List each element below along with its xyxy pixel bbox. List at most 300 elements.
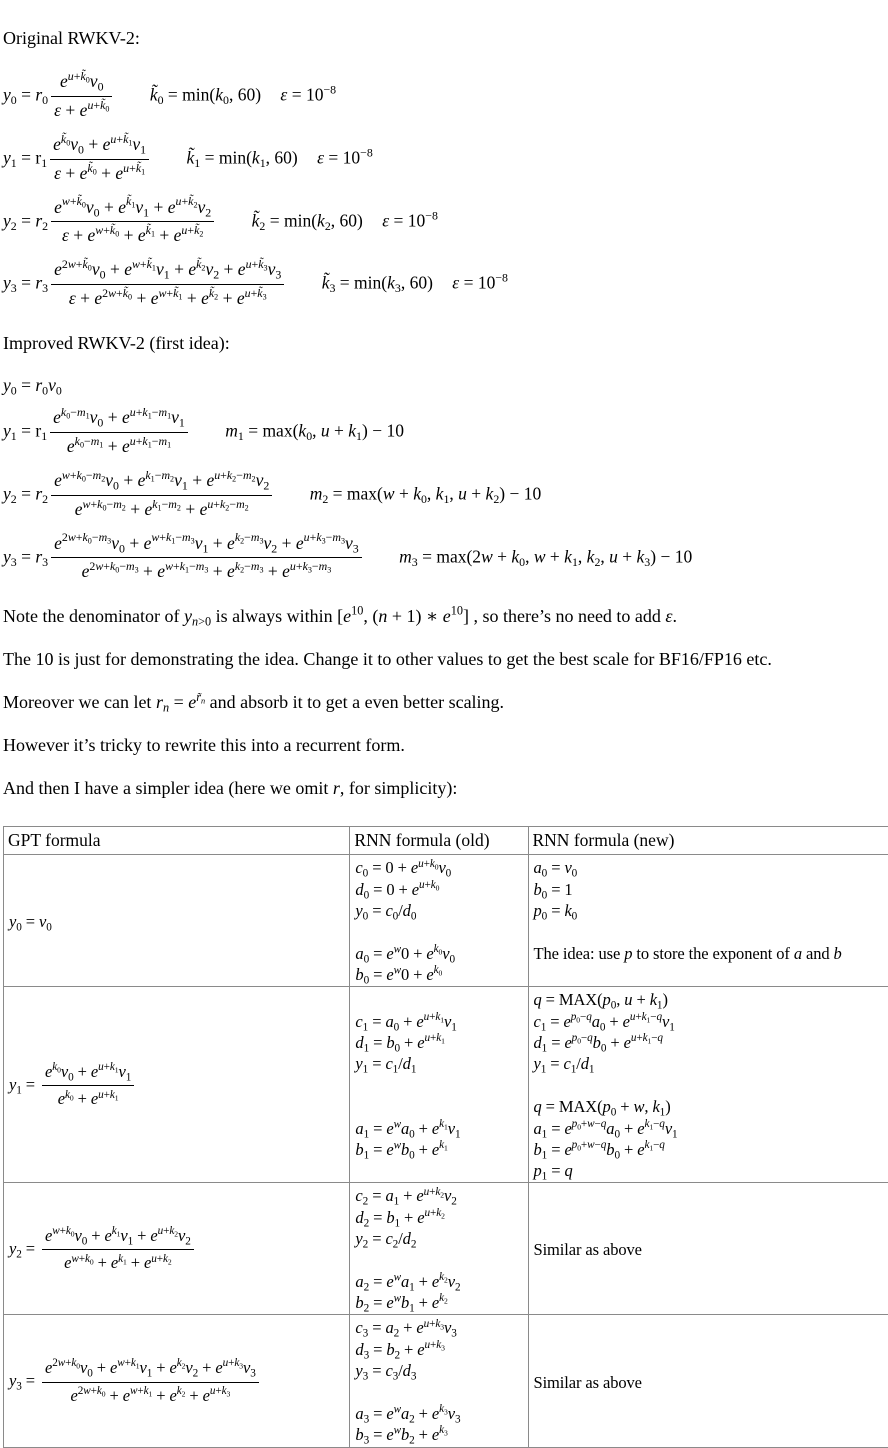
math-up: 0	[78, 142, 84, 156]
math-it: v	[39, 912, 46, 931]
math-up: 2	[101, 474, 105, 483]
math-it: b	[401, 1425, 409, 1444]
superscript	[118, 1253, 127, 1265]
math-it: c	[534, 1012, 541, 1031]
math-up: 3	[308, 566, 312, 575]
math-up: =	[164, 84, 183, 104]
superscript	[223, 1357, 243, 1369]
superscript	[210, 1385, 230, 1397]
math-up: 1	[136, 1362, 140, 1371]
math-up: 2	[363, 1238, 369, 1250]
math-up: +	[277, 533, 296, 553]
math-it: k̃	[123, 286, 128, 300]
math-up: 1	[571, 1064, 577, 1076]
superscript	[495, 271, 508, 285]
math-it: e	[386, 1119, 393, 1138]
math-up: (2	[466, 546, 481, 566]
math-it: u	[223, 1357, 229, 1369]
math-up: =	[369, 1033, 386, 1052]
math-up: 1	[128, 138, 132, 147]
old-formula-cell	[350, 1183, 528, 1315]
subscript	[436, 883, 440, 892]
math-it: r	[156, 692, 163, 712]
math-up: +	[208, 533, 227, 553]
math-up: +	[467, 483, 486, 503]
math-up: +	[296, 559, 303, 573]
math-it: w	[394, 1403, 401, 1415]
math-it: v	[198, 197, 206, 217]
math-it: k	[110, 1089, 115, 1101]
math-it: k	[227, 468, 232, 482]
superscript	[323, 82, 336, 96]
fraction	[51, 196, 214, 249]
math-up: 3	[263, 292, 267, 301]
math-up: 2	[16, 1248, 22, 1260]
superscript	[360, 145, 373, 159]
math-it: r	[35, 375, 42, 395]
math-it: q	[657, 1011, 663, 1023]
math-up: 0	[364, 889, 370, 901]
math-it: e	[432, 1119, 439, 1138]
math-up: 0	[42, 93, 48, 107]
math-it: c	[385, 1229, 392, 1248]
math-it: w	[68, 257, 76, 271]
math-up: ]	[463, 606, 469, 626]
math-up: [	[337, 606, 343, 626]
superscript	[630, 1011, 662, 1023]
math-up: 0	[16, 921, 22, 933]
subscript	[572, 868, 578, 880]
math-up: +	[163, 1225, 169, 1237]
math-it: a	[355, 944, 363, 963]
math-up: =	[22, 1371, 39, 1390]
math-it: w	[58, 1357, 65, 1369]
math-it: v	[118, 1062, 125, 1081]
math-it: a	[592, 1012, 600, 1031]
math-it: v	[195, 533, 203, 553]
math-it: k̃	[196, 257, 201, 271]
superscript	[394, 1403, 401, 1415]
math-up: +	[91, 1385, 97, 1397]
math-it: e	[417, 1033, 424, 1052]
math-up: 2	[42, 218, 48, 232]
math-it: v	[178, 1226, 185, 1245]
math-up: =	[17, 375, 36, 395]
math-it: v	[132, 134, 140, 154]
math-it: u	[98, 1089, 104, 1101]
math-up: 2	[177, 503, 181, 512]
math-up: =	[17, 420, 36, 440]
math-it: e	[138, 225, 146, 245]
math-up: 0	[577, 1122, 581, 1131]
subscript	[411, 1064, 417, 1076]
superscript	[394, 1118, 401, 1130]
math-it: r	[35, 273, 42, 293]
math-up: +	[140, 257, 147, 271]
math-up: 2	[252, 474, 256, 483]
math-up: 3	[16, 1380, 22, 1392]
math-up: 2	[168, 1257, 172, 1266]
math-up: 1	[164, 268, 170, 282]
formula-line	[355, 1096, 527, 1117]
math-it: e	[87, 225, 95, 245]
superscript	[644, 1139, 664, 1151]
superscript	[52, 1225, 74, 1237]
math-it: k	[145, 468, 150, 482]
math-up: 0	[66, 138, 70, 147]
math-up: 1	[660, 1107, 666, 1119]
math-up: 3	[411, 1370, 417, 1382]
math-up: +	[152, 1358, 169, 1377]
math-up: 0	[572, 910, 578, 922]
math-it: e	[54, 533, 62, 553]
math-it: p	[534, 901, 542, 920]
math-it: k	[486, 483, 494, 503]
math-it: e	[426, 965, 433, 984]
math-up: 1	[657, 1000, 663, 1012]
math-up: +	[310, 530, 317, 544]
math-it: p	[571, 1011, 577, 1023]
math-up: 0	[572, 868, 578, 880]
fraction-denominator	[51, 557, 362, 584]
math-up: +	[415, 1140, 432, 1159]
math-up: 0	[363, 868, 369, 880]
math-up: +	[159, 530, 166, 544]
math-up: +	[415, 1425, 432, 1444]
formula-line	[355, 1139, 527, 1160]
math-up: 3	[455, 1413, 461, 1425]
roman-text: min	[182, 84, 209, 104]
math-up: 1	[542, 1149, 548, 1161]
math-up: 3	[11, 281, 17, 295]
math-up: +	[136, 434, 143, 448]
math-it: e	[432, 1425, 439, 1444]
superscript	[132, 257, 156, 271]
superscript	[158, 286, 182, 300]
math-up: 2	[193, 201, 197, 210]
math-up: +	[106, 1386, 123, 1405]
math-up: +	[137, 1385, 143, 1397]
math-up: +	[220, 468, 227, 482]
roman-text: r	[35, 147, 41, 167]
fraction	[51, 469, 272, 522]
math-up: +	[133, 1226, 150, 1245]
math-it: m	[251, 559, 260, 573]
formula-line	[355, 943, 527, 964]
math-it: k	[52, 1061, 57, 1073]
math-up: −	[236, 468, 243, 482]
math-up: 0	[80, 440, 84, 449]
math-up: 3	[264, 264, 268, 273]
math-it: u	[631, 1032, 637, 1044]
formula-line	[355, 1053, 527, 1074]
math-it: v	[205, 259, 213, 279]
math-up: 1	[140, 142, 146, 156]
math-it: v	[120, 1226, 127, 1245]
math-it: v	[564, 858, 571, 877]
math-up: +	[61, 100, 80, 120]
math-up: −	[162, 497, 169, 511]
math-it: k̃	[173, 286, 178, 300]
math-up: −	[244, 530, 251, 544]
fraction-numerator	[42, 1225, 194, 1250]
math-up: =	[418, 546, 437, 566]
math-it: e	[54, 259, 62, 279]
math-it: k̃	[209, 286, 214, 300]
subscript	[46, 921, 52, 933]
superscript	[78, 1385, 106, 1397]
math-it: e	[564, 1119, 571, 1138]
formula-line	[534, 943, 888, 964]
math-it: e	[296, 533, 304, 553]
superscript	[207, 497, 248, 511]
math-it: u	[214, 468, 220, 482]
math-it: u	[158, 1225, 164, 1237]
math-it: k	[166, 530, 171, 544]
math-up: 2	[240, 566, 244, 575]
math-up: 2	[455, 1281, 461, 1293]
math-up: −	[581, 1032, 587, 1044]
math-it: k	[97, 497, 102, 511]
math-up: , 60)	[401, 273, 433, 293]
superscript	[451, 604, 463, 618]
math-up: 1	[647, 1015, 651, 1024]
fraction	[42, 1225, 194, 1275]
math-it: ε	[452, 273, 459, 293]
math-up: +	[636, 1032, 642, 1044]
math-up: −	[152, 434, 159, 448]
math-up: =	[369, 1272, 386, 1291]
math-up: +	[228, 1357, 234, 1369]
math-up: 3	[322, 537, 326, 546]
subscript	[41, 429, 47, 443]
formula-line	[534, 1239, 888, 1260]
math-up: 0	[364, 975, 370, 987]
subscript	[572, 910, 578, 922]
math-up: +	[97, 163, 116, 183]
math-up: +	[155, 225, 174, 245]
superscript	[95, 223, 119, 237]
math-it: q	[601, 1139, 607, 1151]
math-it: v	[345, 533, 353, 553]
formula-line	[355, 1403, 527, 1424]
math-it: e	[432, 1293, 439, 1312]
math-up: 3	[441, 1343, 445, 1352]
math-up: 1	[542, 1128, 548, 1140]
roman-text: MAX	[559, 990, 597, 1009]
math-up: +	[400, 1340, 417, 1359]
math-it: k	[436, 1339, 441, 1351]
math-up: (	[597, 1097, 602, 1116]
math-it: e	[54, 197, 62, 217]
math-it: m	[158, 434, 167, 448]
math-it: m	[99, 530, 108, 544]
math-it: ε	[54, 163, 61, 183]
formula-line	[355, 989, 527, 1010]
math-up: +	[79, 1253, 85, 1265]
math-up: 1	[115, 1093, 119, 1102]
subscript	[455, 1281, 461, 1293]
math-it: a	[534, 1119, 542, 1138]
formula-line	[9, 911, 349, 932]
math-up: =	[265, 210, 284, 230]
math-it: u	[290, 559, 296, 573]
math-up: −	[106, 497, 113, 511]
math-up: =	[547, 1119, 564, 1138]
math-it: p	[603, 990, 611, 1009]
math-it: k	[180, 559, 185, 573]
math-it: k̃	[150, 84, 158, 104]
math-it: c	[385, 1054, 392, 1073]
math-up: +	[182, 288, 201, 308]
math-up: −8	[425, 208, 438, 222]
math-up: =	[368, 1229, 385, 1248]
old-formula-cell	[350, 855, 528, 987]
math-it: k	[435, 1011, 440, 1023]
math-it: k	[387, 273, 395, 293]
math-it: u	[624, 990, 632, 1009]
math-up: +	[104, 1061, 110, 1073]
math-it: w	[383, 483, 395, 503]
math-it: e	[386, 1140, 393, 1159]
math-up: 2	[182, 1389, 186, 1398]
fraction-denominator	[51, 495, 272, 522]
math-it: u	[181, 223, 187, 237]
note-denominator	[3, 605, 888, 627]
gpt-formula-cell	[4, 1183, 350, 1315]
math-it: k	[75, 434, 80, 448]
math-it: k	[61, 405, 66, 419]
math-it: k	[316, 530, 321, 544]
math-it: e	[157, 561, 165, 581]
math-up: 10	[351, 604, 363, 618]
math-it: w	[95, 223, 103, 237]
math-it: e	[110, 1358, 117, 1377]
math-up: 2	[411, 1238, 417, 1250]
math-it: v	[48, 375, 56, 395]
math-up: 1	[41, 429, 47, 443]
math-it: v	[243, 1358, 250, 1377]
roman-text: min	[354, 273, 381, 293]
math-it: k	[435, 1318, 440, 1330]
math-up: 0 +	[401, 944, 426, 963]
math-it: m	[91, 434, 100, 448]
math-up: /	[576, 1054, 580, 1073]
math-up: 0	[614, 1149, 620, 1161]
math-it: p	[534, 1161, 542, 1180]
math-it: e	[60, 71, 68, 91]
math-it: e	[637, 1140, 644, 1159]
math-it: k	[142, 434, 147, 448]
math-up: =	[200, 147, 219, 167]
superscript	[196, 690, 205, 704]
math-up: 1	[41, 156, 47, 170]
math-up: 0	[105, 104, 109, 113]
superscript	[145, 468, 174, 482]
math-it: e	[53, 407, 61, 427]
subscript	[444, 1144, 448, 1153]
math-it: w	[95, 559, 103, 573]
math-up: 2	[11, 218, 17, 232]
math-it: d	[534, 1033, 542, 1052]
math-up: −	[580, 1011, 586, 1023]
subscript	[451, 1196, 457, 1208]
math-up: 2	[271, 541, 277, 555]
math-up: 3	[440, 1322, 444, 1331]
superscript	[61, 132, 70, 146]
math-up: +	[76, 288, 95, 308]
math-it: e	[386, 1425, 393, 1444]
math-up: 1	[11, 429, 17, 443]
math-up: 0	[439, 969, 443, 978]
roman-text: .	[673, 606, 678, 626]
math-up: /	[398, 1361, 402, 1380]
math-up: 2	[325, 218, 331, 232]
math-up: ,	[644, 1097, 652, 1116]
math-up: =	[369, 1208, 386, 1227]
formula-line	[534, 1075, 888, 1096]
math-it: m	[182, 530, 191, 544]
superscript	[434, 943, 443, 955]
superscript	[419, 879, 439, 891]
math-it: e	[170, 1358, 177, 1377]
roman-text: , so there’s no need to add	[469, 606, 665, 626]
math-it: e	[227, 561, 235, 581]
math-it: d	[581, 1054, 589, 1073]
math-it: w	[394, 1139, 401, 1151]
math-up: 2	[394, 1328, 400, 1340]
math-it: v	[80, 1358, 87, 1377]
math-it: k	[436, 1207, 441, 1219]
fraction-denominator	[50, 432, 188, 459]
math-it: e	[188, 259, 196, 279]
math-up: +	[400, 1208, 417, 1227]
math-up: 0	[364, 953, 370, 965]
math-up: 3	[395, 281, 401, 295]
math-up: 3	[135, 566, 139, 575]
math-it: e	[386, 1272, 393, 1291]
math-up: −	[175, 530, 182, 544]
math-up: +	[90, 497, 97, 511]
math-up: , 60)	[229, 84, 261, 104]
superscript	[151, 530, 194, 544]
math-up: 2	[393, 1238, 399, 1250]
math-up: 1	[194, 156, 200, 170]
math-it: e	[564, 1012, 571, 1031]
subscript	[441, 1211, 445, 1220]
formula-y2-improved	[3, 469, 888, 522]
math-it: u	[304, 530, 310, 544]
superscript	[87, 161, 96, 175]
fraction-numerator	[51, 469, 272, 495]
math-it: c	[385, 1361, 392, 1380]
math-up: +	[215, 1385, 221, 1397]
math-up: 2	[214, 292, 218, 301]
gpt-formula-cell	[4, 987, 350, 1183]
math-it: k	[169, 1225, 174, 1237]
math-it: k	[644, 1139, 649, 1151]
math-up: +	[103, 223, 110, 237]
subscript	[444, 1297, 448, 1306]
math-it: k̃	[100, 98, 105, 112]
math-up: 3	[393, 1370, 399, 1382]
superscript	[434, 964, 443, 976]
math-up: 3	[11, 554, 17, 568]
math-it: y	[534, 1054, 541, 1073]
math-up: 0	[102, 1389, 106, 1398]
math-up: −	[653, 1118, 659, 1130]
math-it: r	[35, 84, 42, 104]
